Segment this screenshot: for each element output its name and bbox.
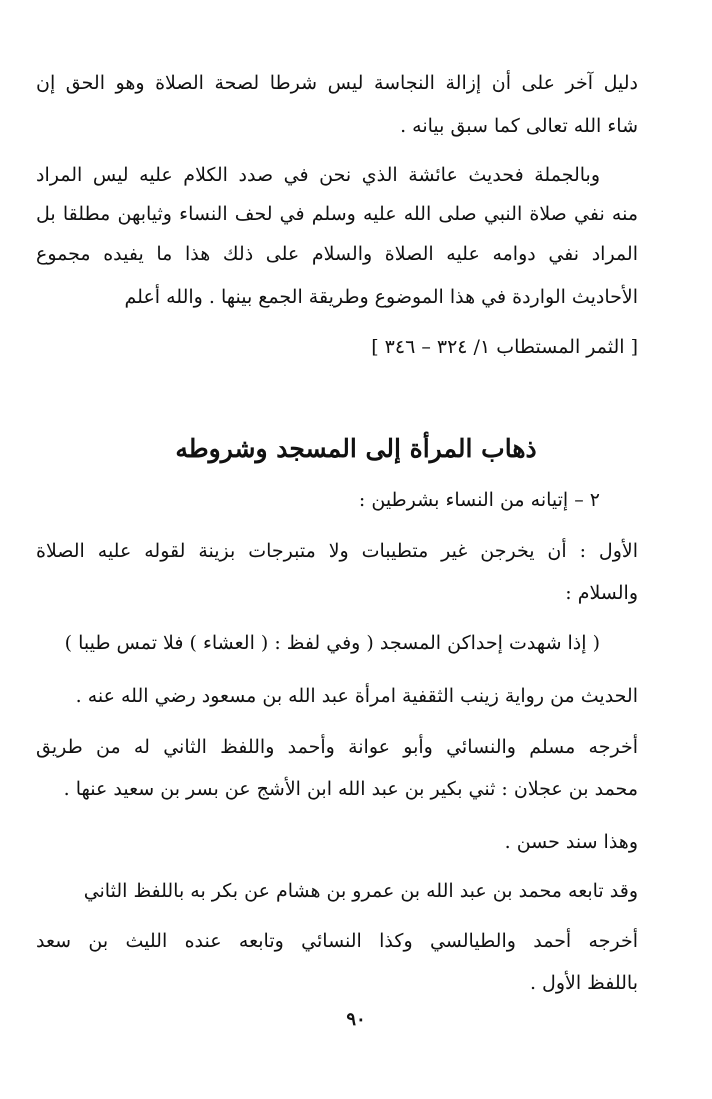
paragraph-line: شاء الله تعالى كما سبق بيانه .	[400, 115, 638, 137]
paragraph-line: ٢ – إتيانه من النساء بشرطين :	[358, 489, 600, 511]
paragraph-line: الأحاديث الواردة في هذا الموضوع وطريقة الجمع بينها . والله أعلم	[124, 286, 638, 308]
section-heading: ذهاب المرأة إلى المسجد وشروطه	[175, 434, 537, 463]
paragraph-line: المراد نفي دوامه عليه الصلاة والسلام على ذلك هذا ما يفيده مجموع	[36, 243, 638, 265]
paragraph-line: محمد بن عجلان : ثني بكير بن عبد الله ابن الأشج عن بسر بن سعيد عنها .	[63, 778, 638, 800]
paragraph-line: أخرجه أحمد والطيالسي وكذا النسائي وتابعه عنده الليث بن سعد	[36, 930, 638, 952]
paragraph-line: والسلام :	[565, 582, 638, 604]
paragraph-line: دليل آخر على أن إزالة النجاسة ليس شرطا لصحة الصلاة وهو الحق إن	[36, 72, 638, 94]
paragraph-line: منه نفي صلاة النبي صلى الله عليه وسلم في لحف النساء وثيابهن مطلقا بل	[36, 203, 638, 225]
paragraph-line: الحديث من رواية زينب الثقفية امرأة عبد الله بن مسعود رضي الله عنه .	[75, 685, 638, 707]
hadith-text: ( إذا شهدت إحداكن المسجد ( وفي لفظ : ( العشاء ) فلا تمس طيبا )	[64, 632, 600, 654]
paragraph-line: وقد تابعه محمد بن عبد الله بن عمرو بن هشام عن بكر به باللفظ الثاني	[83, 880, 638, 902]
page-number: ٩٠	[346, 1009, 366, 1030]
paragraph-line: وهذا سند حسن .	[504, 831, 638, 853]
paragraph-line: الأول : أن يخرجن غير متطيبات ولا متبرجات بزينة لقوله عليه الصلاة	[36, 540, 638, 562]
source-citation: [ الثمر المستطاب ١/ ٣٢٤ – ٣٤٦ ]	[371, 336, 638, 358]
paragraph-line: وبالجملة فحديث عائشة الذي نحن في صدد الكلام عليه ليس المراد	[36, 164, 600, 186]
paragraph-line: باللفظ الأول .	[529, 972, 638, 994]
paragraph-line: أخرجه مسلم والنسائي وأبو عوانة وأحمد واللفظ الثاني له من طريق	[36, 736, 638, 758]
